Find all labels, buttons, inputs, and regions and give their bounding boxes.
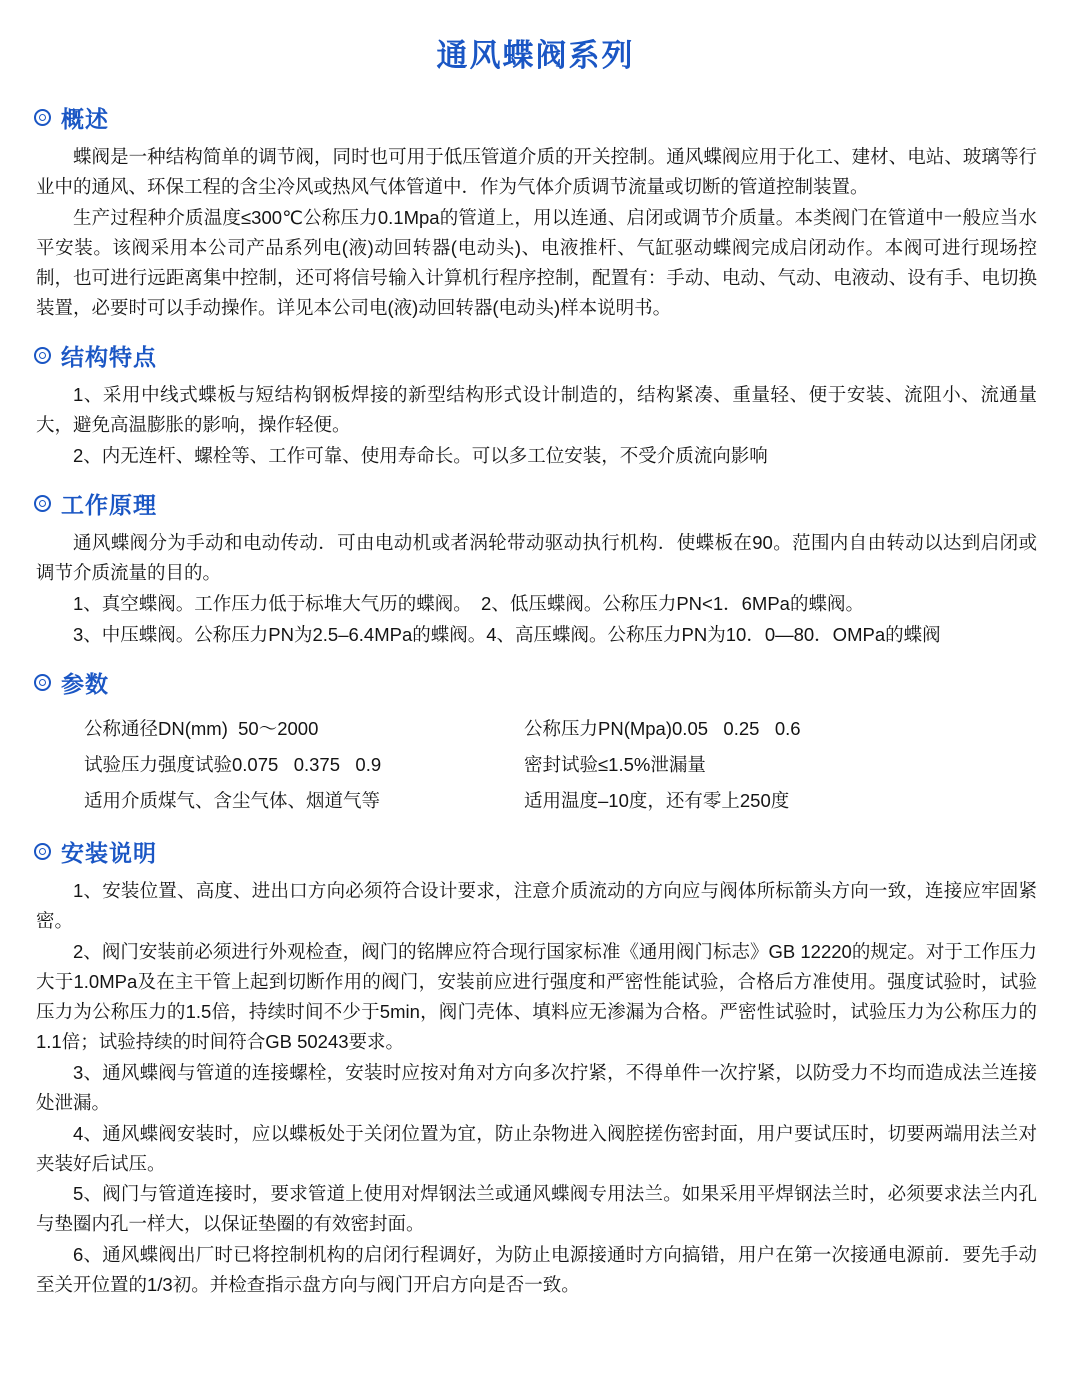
section-body (26, 142, 1045, 323)
double-circle-icon (34, 109, 51, 126)
paragraph: 通风蝶阀分为手动和电动传动．可由电动机或者涡轮带动驱动执行机构．使蝶板在90。范围内自由转动以达到启闭或调节介质流量的目的。 (36, 531, 1037, 583)
section-body (26, 876, 1045, 1301)
parameters-column-right (524, 711, 964, 819)
section-title: 结构特点 (61, 343, 157, 370)
paragraph: 2、阀门安装前必须进行外观检查，阀门的铭牌应符合现行国家标准《通用阀门标志》GB 12220的规定。对于工作压力大于1.0MPa及在主干管上起到切断作用的阀门，安装前应进行强度和严密性能试验，合格后方准使用。强度试验时，试验压力为公称压力的1.5倍，持续时间不少于5min，阀门壳体、填料应无渗漏为合格。严密性试验时，试验压力为公称压力的1.1倍；试验持续的时间符合GB 50243要求。 (36, 940, 1037, 1052)
section-structure-features (26, 339, 1045, 471)
section-installation-instructions (26, 835, 1045, 1301)
section-overview (26, 101, 1045, 323)
double-circle-icon (34, 495, 51, 512)
paragraph: 3、中压蝶阀。公称压力PN为2.5–6.4MPa的蝶阀。4、高压蝶阀。公称压力PN为10．0—80．OMPa的蝶阀 (73, 623, 941, 645)
section-header (34, 666, 1045, 699)
paragraph: 5、阀门与管道连接时，要求管道上使用对焊钢法兰或通风蝶阀专用法兰。如果采用平焊钢法兰时，必须要求法兰内孔与垫圈内孔一样大，以保证垫圈的有效密封面。 (36, 1183, 1037, 1235)
section-body (26, 528, 1045, 650)
section-title: 参数 (61, 670, 109, 697)
section-title: 概述 (61, 106, 109, 132)
double-circle-icon (34, 674, 51, 691)
section-title: 工作原理 (61, 491, 157, 518)
section-parameters (26, 666, 1045, 819)
section-header (34, 487, 1045, 520)
parameter-row: 适用介质煤气、含尘气体、烟道气等 (84, 789, 381, 811)
paragraph: 2、内无连杆、螺栓等、工作可靠、使用寿命长。可以多工位安装，不受介质流向影响 (73, 444, 768, 466)
paragraph: 4、通风蝶阀安装时，应以蝶板处于关闭位置为宜，防止杂物进入阀腔搓伤密封面，用户要试压时，切要两端用法兰对夹装好后试压。 (36, 1122, 1037, 1174)
parameter-row: 公称通径DN(mm) 50～2000 (84, 717, 319, 739)
paragraph: 3、通风蝶阀与管道的连接螺栓，安装时应按对角对方向多次拧紧，不得单件一次拧紧，以防受力不均而造成法兰连接处泄漏。 (36, 1061, 1037, 1113)
paragraph: 生产过程种介质温度≤300℃公称压力0.1Mpa的管道上，用以连通、启闭或调节介质量。本类阀门在管道中一般应当水平安装。该阀采用本公司产品系列电(液)动回转器(电动头)、电液推杆、气缸驱动蝶阀完成启闭动作。本阀可进行现场控制，也可进行远距离集中控制，还可将信号输入计算机行程序控制，配置有：手动、电动、气动、电液动、设有手、电切换装置，必要时可以手动操作。详见本公司电(液)动回转器(电动头)样本说明书。 (36, 206, 1037, 318)
parameter-row: 公称压力PN(Mpa)0.05 0.25 0.6 (524, 717, 801, 739)
section-title: 安装说明 (61, 839, 157, 866)
section-working-principle (26, 487, 1045, 650)
paragraph: 1、真空蝶阀。工作压力低于标堆大气历的蝶阀。 2、低压蝶阀。公称压力PN<1．6MPa的蝶阀。 (73, 592, 864, 614)
parameter-row: 密封试验≤1.5%泄漏量 (524, 753, 706, 775)
double-circle-icon (34, 347, 51, 364)
section-header (34, 339, 1045, 372)
parameters-column-left (84, 711, 504, 819)
page-title: 通风蝶阀系列 (436, 38, 635, 73)
section-body (26, 380, 1045, 471)
parameter-row: 适用温度–10度，还有零上250度 (524, 789, 790, 811)
double-circle-icon (34, 843, 51, 860)
paragraph: 6、通风蝶阀出厂时已将控制机构的启闭行程调好，为防止电源接通时方向搞错，用户在第一次接通电源前．要先手动至关开位置的1/3初。并检查指示盘方向与阀门开启方向是否一致。 (36, 1244, 1037, 1296)
section-header (34, 835, 1045, 868)
paragraph: 1、安装位置、高度、进出口方向必须符合设计要求，注意介质流动的方向应与阀体所标箭头方向一致，连接应牢固紧密。 (36, 879, 1037, 931)
paragraph: 蝶阀是一种结构简单的调节阀，同时也可用于低压管道介质的开关控制。通风蝶阀应用于化工、建材、电站、玻璃等行业中的通风、环保工程的含尘冷风或热风气体管道中．作为气体介质调节流量或切断的管道控制装置。 (36, 146, 1037, 197)
section-header (34, 101, 1045, 134)
paragraph: 1、采用中线式蝶板与短结构钢板焊接的新型结构形式设计制造的，结构紧凑、重量轻、便于安装、流阻小、流通量大，避免高温膨胀的影响，操作轻便。 (36, 383, 1037, 435)
parameters-table (26, 707, 1045, 819)
parameter-row: 试验压力强度试验0.075 0.375 0.9 (84, 753, 382, 775)
